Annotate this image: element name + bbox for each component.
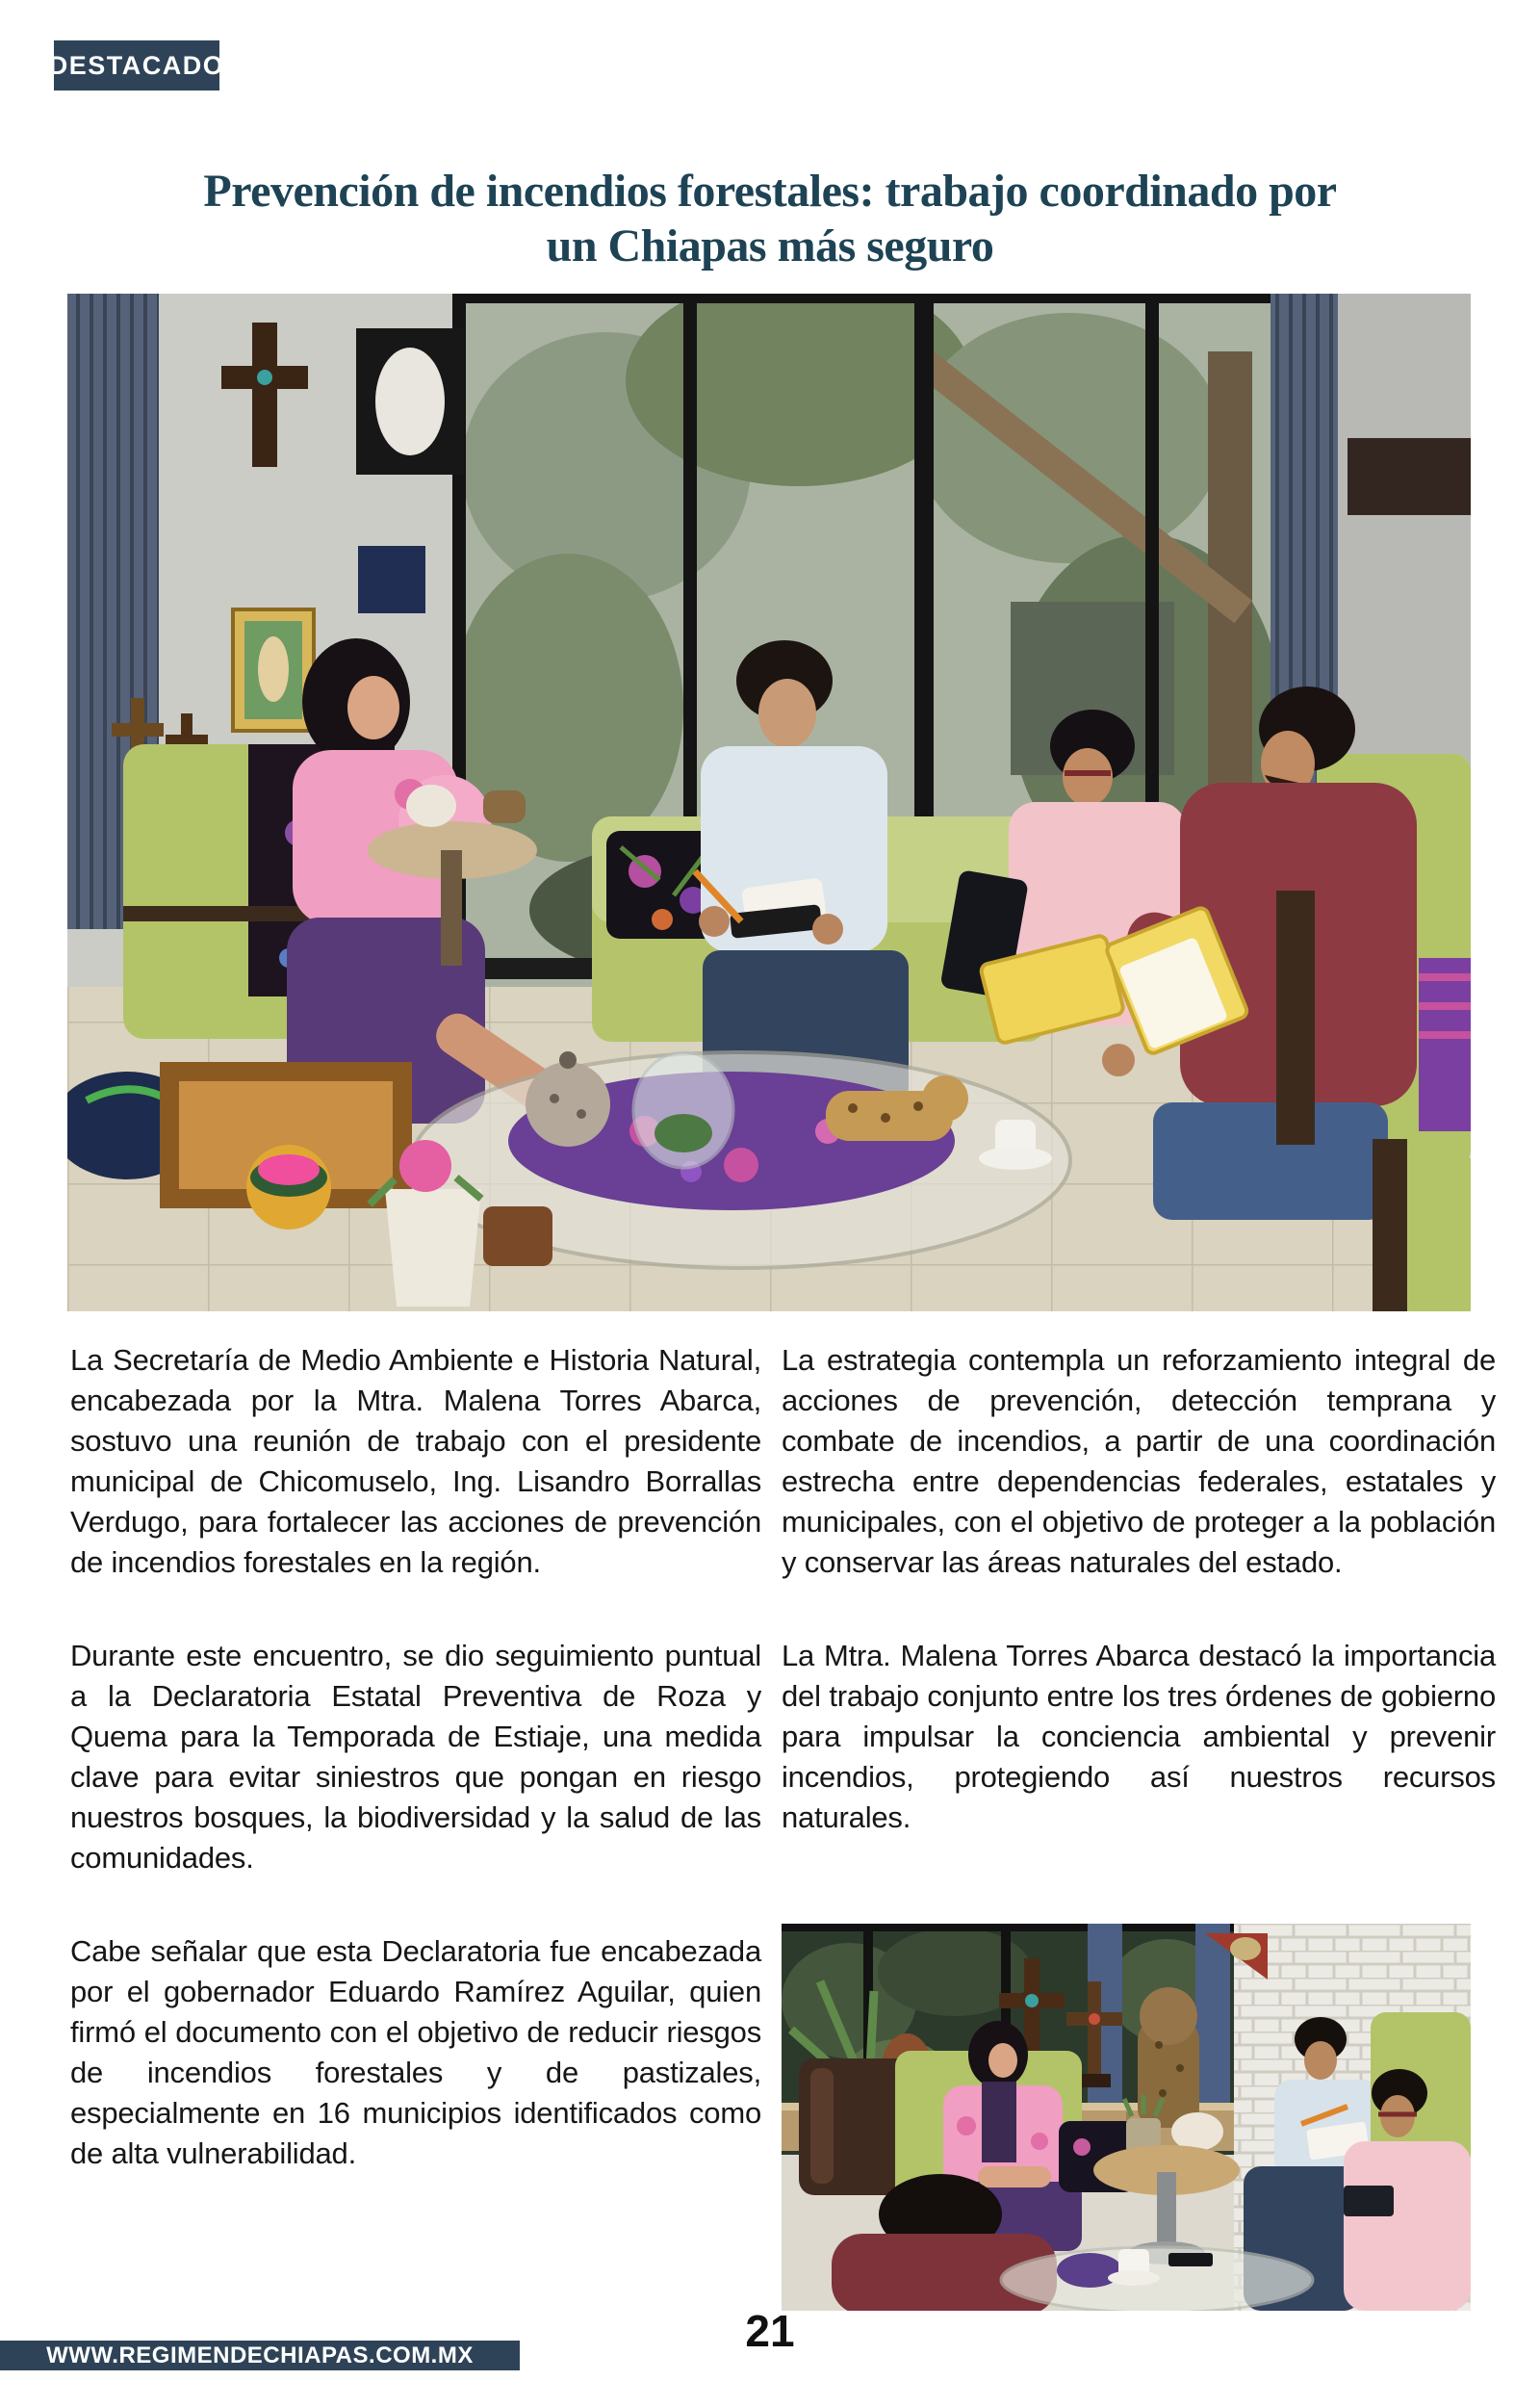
paragraph: Cabe señalar que esta Declaratoria fue encabezada por el gobernador Eduardo Ramírez Aguilar, quien firmó el documento con el objetivo de reducir riesgos de incendios forestales y de pastizales, especialmente en 16 municipios identificados como de alta vulnerabilidad. — [70, 1934, 761, 2170]
main-photo — [67, 294, 1471, 1311]
virgin-picture — [233, 609, 314, 731]
small-frame — [358, 546, 425, 613]
page-title — [67, 164, 1473, 273]
paragraph: La Secretaría de Medio Ambiente e Historia Natural, encabezada por la Mtra. Malena Torres Abarca, sostuvo una reunión de trabajo con el presidente municipal de Chicomuselo, Ing. Lisandro Borrallas Verdugo, para fortalecer las acciones de prevención de incendios forestales en la región. — [70, 1343, 761, 1579]
paragraph: La estrategia contempla un reforzamiento integral de acciones de prevención, detección temprana y combate de incendios, a partir de una coordinación estrecha entre dependencias federales, estatales y municipales, con el objetivo de proteger a la población y conservar las áreas naturales del estado. — [782, 1343, 1496, 1579]
article-column-left — [70, 1340, 761, 2227]
secondary-photo — [782, 1924, 1471, 2311]
section-badge-label: DESTACADO — [48, 50, 225, 80]
section-badge — [48, 40, 225, 91]
wall-shelf — [1348, 438, 1471, 515]
paragraph: Durante este encuentro, se dio seguimiento puntual a la Declaratoria Estatal Preventiva de Roza y Quema para la Temporada de Estiaje, una medida clave para evitar siniestros que pongan en riesgo nuestros bosques, la biodiversidad y la salud de las comunidades. — [70, 1639, 761, 1875]
article-column-right — [782, 1340, 1496, 1891]
right-chair-corner — [1373, 1139, 1471, 1311]
secondary-photo-illustration — [782, 1924, 1471, 2311]
framed-coral-art — [356, 328, 464, 475]
page-title-line-1: Prevención de incendios forestales: trabajo coordinado por — [203, 166, 1337, 218]
jaguar-bust — [1138, 1987, 1199, 2128]
paragraph: La Mtra. Malena Torres Abarca destacó la importancia del trabajo conjunto entre los tres órdenes de gobierno para impulsar la conciencia ambiental y prevenir incendios, protegiendo así nuestros recursos naturales. — [782, 1639, 1496, 1834]
page-title-line-2: un Chiapas más seguro — [546, 220, 994, 272]
page-number: 21 — [745, 2306, 795, 2356]
footer-url: WWW.REGIMENDECHIAPAS.COM.MX — [46, 2342, 474, 2368]
main-photo-illustration — [67, 294, 1471, 1311]
glass-table-2 — [1001, 2247, 1313, 2311]
